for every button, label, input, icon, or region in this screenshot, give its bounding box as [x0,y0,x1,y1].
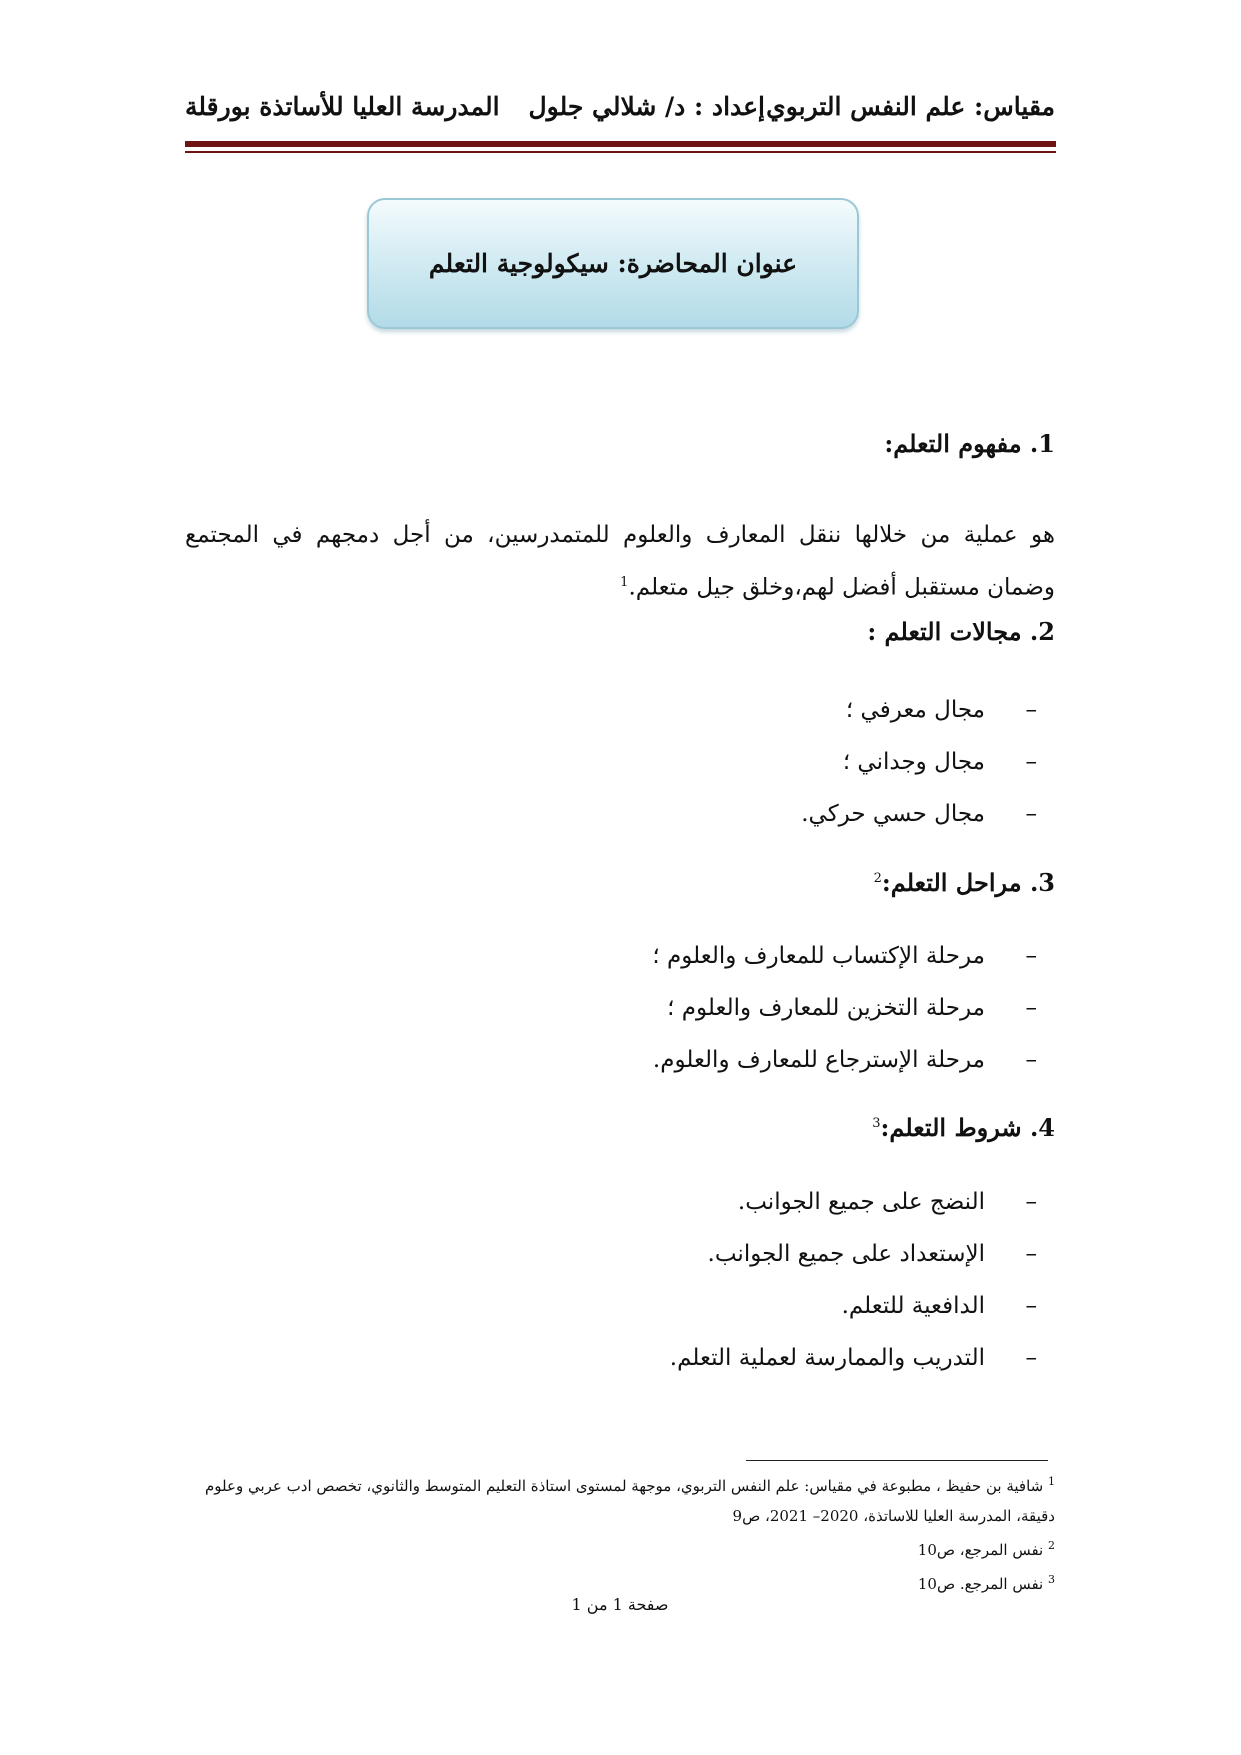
list-item: – مجال معرفي ؛ [185,684,1055,736]
dash-bullet: – [1025,1047,1037,1073]
conditions-list [185,1176,1055,1384]
footnote-separator [746,1460,1048,1461]
section-heading-stages: 3. مراحل التعلم:$^2$ [873,868,1055,897]
footnote-ref-2[interactable]: 2 [873,871,882,886]
section-heading-conditions: 4. شروط التعلم:$^3$ [872,1113,1055,1142]
header-author: إعداد : د/ شلالي جلول [528,92,765,121]
dash-bullet: – [1025,697,1037,723]
footnotes [185,1467,1055,1599]
list-item: – الدافعية للتعلم. [185,1280,1055,1332]
footnote-1: $^1$ شافية بن حفيظ ، مطبوعة في مقياس: علم النفس التربوي، موجهة لمستوى استاذة التعليم المتوسط والثانوي، تخصص ادب عربي وعلوم دقيقة، المدرسة العليا للاساتذة، 2020– 2021، ص9 [205,1475,1055,1525]
dash-bullet: – [1025,943,1037,969]
section-heading-domains: 2. مجالات التعلم : [867,617,1055,646]
page-number: صفحة 1 من 1 [571,1595,669,1614]
stages-list [185,930,1055,1086]
domains-list [185,684,1055,840]
dash-bullet: – [1025,1345,1037,1371]
header-rule-thick [185,141,1056,147]
list-item: – مجال حسي حركي. [185,788,1055,840]
page-header [185,92,1055,132]
dash-bullet: – [1025,1189,1037,1215]
list-item: – مرحلة الإكتساب للمعارف والعلوم ؛ [185,930,1055,982]
dash-bullet: – [1025,995,1037,1021]
footnote-ref-1[interactable]: 1 [620,575,629,590]
list-item: – النضج على جميع الجوانب. [185,1176,1055,1228]
footnote-3: $^3$ نفس المرجع. ص10 [917,1573,1055,1593]
lecture-title-box [367,198,859,329]
list-item: – مجال وجداني ؛ [185,736,1055,788]
dash-bullet: – [1025,1293,1037,1319]
footnote-ref-3[interactable]: 3 [872,1116,881,1131]
header-course: مقياس: علم النفس التربوي [766,92,1055,121]
dash-bullet: – [1025,1241,1037,1267]
list-item: – مرحلة التخزين للمعارف والعلوم ؛ [185,982,1055,1034]
footnote-2: $^2$ نفس المرجع، ص10 [917,1539,1055,1559]
list-item: – الإستعداد على جميع الجوانب. [185,1228,1055,1280]
header-rule-thin [185,151,1056,153]
dash-bullet: – [1025,801,1037,827]
list-item: – التدريب والممارسة لعملية التعلم. [185,1332,1055,1384]
section-heading-concept: 1. مفهوم التعلم: [884,429,1055,458]
dash-bullet: – [1025,749,1037,775]
concept-paragraph: هو عملية من خلالها ننقل المعارف والعلوم للمتمدرسين، من أجل دمجهم في المجتمع وضمان مستقبل أفضل لهم،وخلق جيل متعلم.$^1$ [185,522,1055,601]
lecture-title: عنوان المحاضرة: سيكولوجية التعلم [428,249,798,278]
header-school: المدرسة العليا للأساتذة بورقلة [185,92,500,121]
list-item: – مرحلة الإسترجاع للمعارف والعلوم. [185,1034,1055,1086]
